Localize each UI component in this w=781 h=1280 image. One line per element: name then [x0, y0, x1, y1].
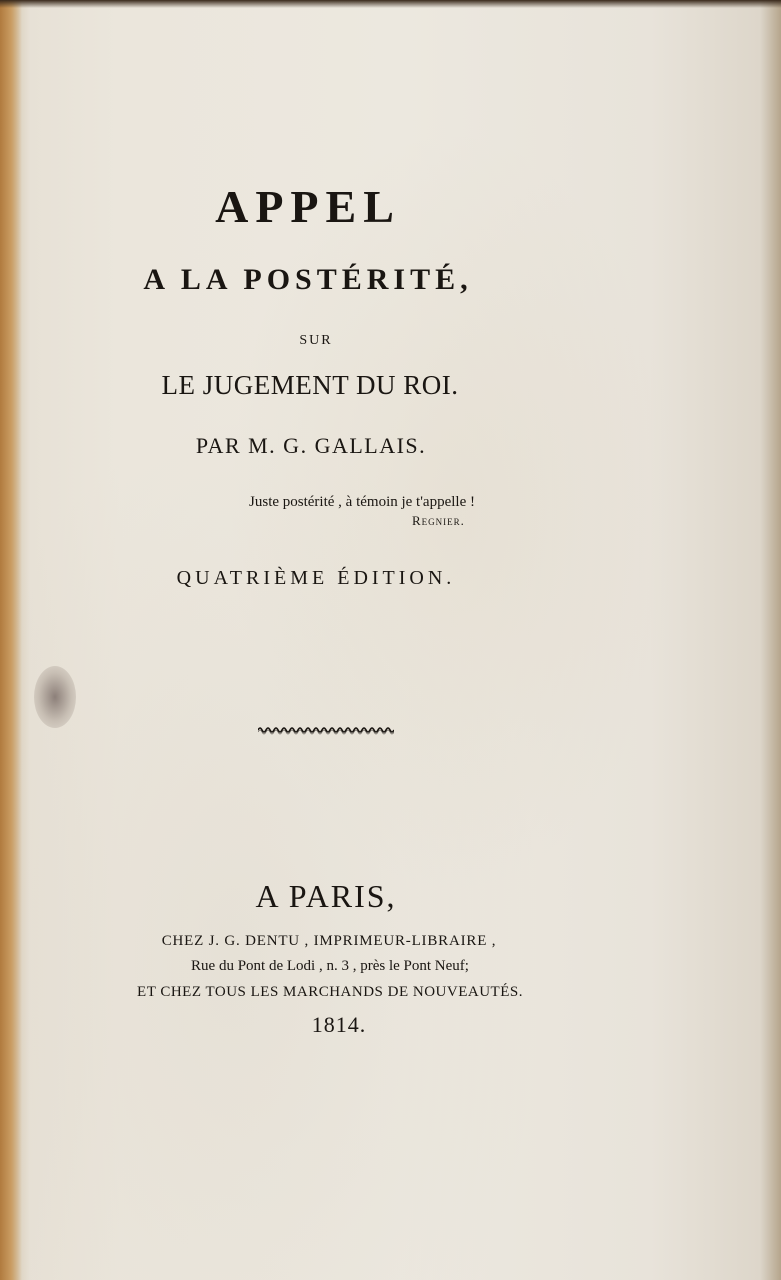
paper-stain [34, 666, 76, 728]
epigraph-attribution: Regnier. [412, 513, 465, 528]
author-line: PAR M. G. GALLAIS. [195, 433, 427, 458]
wavy-rule-ornament-icon [258, 724, 394, 736]
imprint-place: A PARIS, [255, 878, 397, 914]
edition-line: QUATRIÈME ÉDITION. [176, 567, 456, 589]
imprint-year: 1814. [311, 1012, 367, 1037]
imprint-sellers: ET CHEZ TOUS LES MARCHANDS DE NOUVEAUTÉS. [137, 984, 523, 1000]
book-subtitle: A LA POSTÉRITÉ, [143, 263, 473, 296]
imprint-publisher: CHEZ J. G. DENTU , IMPRIMEUR-LIBRAIRE , [161, 933, 497, 949]
epigraph-text: Juste postérité , à témoin je t'appelle ! [249, 494, 475, 510]
book-subject: LE JUGEMENT DU ROI. [161, 370, 459, 400]
page-top-edge [0, 0, 781, 8]
imprint-address: Rue du Pont de Lodi , n. 3 , près le Pont Neuf; [191, 958, 469, 974]
title-connector: SUR [299, 333, 333, 348]
page-edge [0, 0, 22, 1280]
book-title: APPEL [215, 181, 401, 232]
